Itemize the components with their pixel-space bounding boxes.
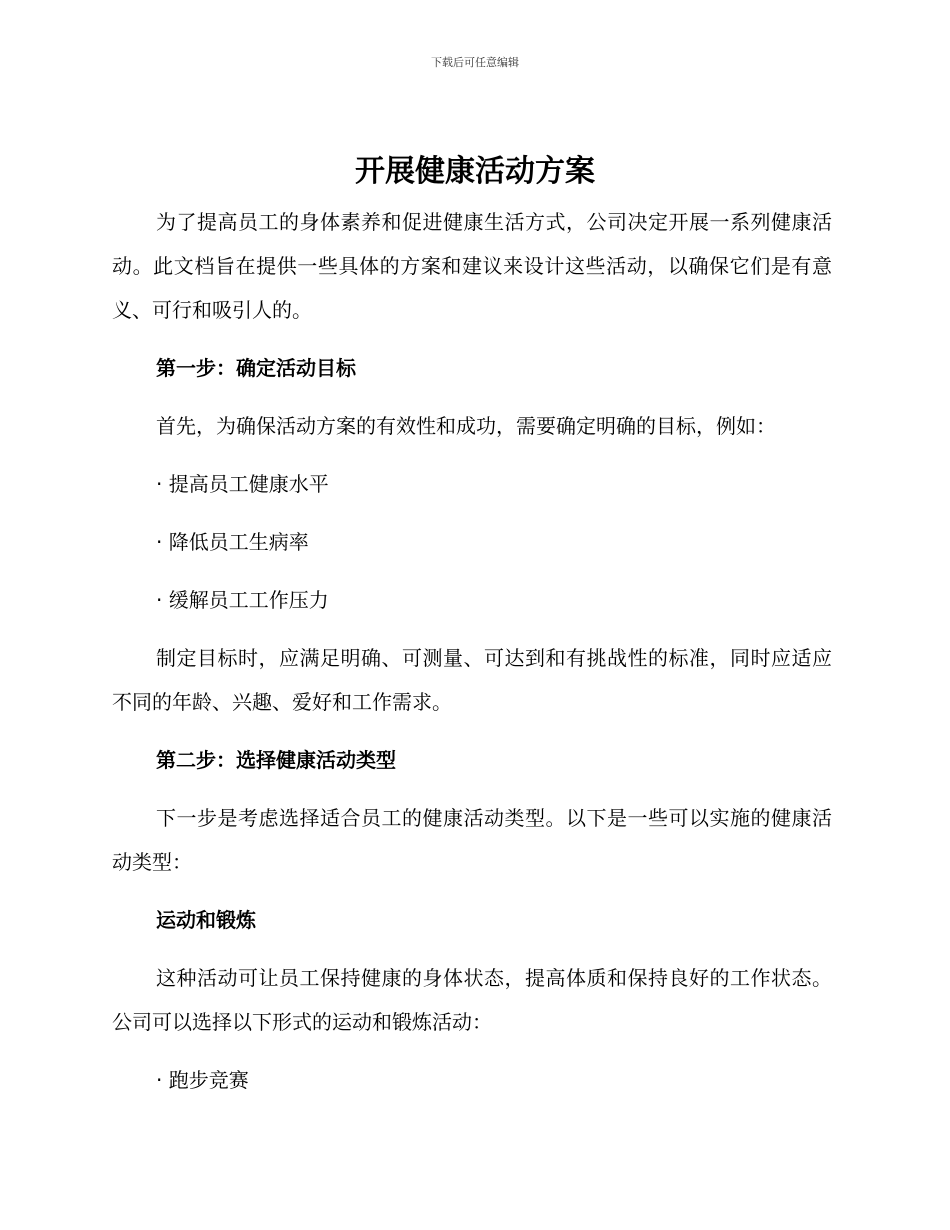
sport-item-1: · 跑步竞赛 [156,1068,249,1092]
spacer [112,942,832,956]
step1-heading: 第一步：确定活动目标 [156,356,356,380]
header-note: 下载后可任意编辑 [431,56,519,69]
spacer [112,506,832,520]
step2-intro-paragraph: 下一步是考虑选择适合员工的健康活动类型。以下是一些可以实施的健康活动类型： [112,806,832,874]
spacer [112,564,832,578]
document-body [112,200,832,1102]
goal-item-1: · 提高员工健康水平 [156,472,329,496]
spacer [112,390,832,404]
step2-heading: 第二步：选择健康活动类型 [156,748,396,772]
goal-item-2: · 降低员工生病率 [156,530,309,554]
spacer [112,448,832,462]
goal-note-paragraph: 制定目标时，应满足明确、可测量、可达到和有挑战性的标准，同时应适应不同的年龄、兴趣、爱好和工作需求。 [112,646,832,714]
sport-intro-paragraph: 这种活动可让员工保持健康的身体状态，提高体质和保持良好的工作状态。公司可以选择以下形式的运动和锻炼活动： [112,966,832,1034]
sport-heading: 运动和锻炼 [156,908,256,932]
document-title: 开展健康活动方案 [355,154,595,189]
spacer [112,1044,832,1058]
goal-item-3: · 缓解员工工作压力 [156,588,329,612]
spacer [112,782,832,796]
spacer [112,332,832,346]
intro-paragraph: 为了提高员工的身体素养和促进健康生活方式，公司决定开展一系列健康活动。此文档旨在提供一些具体的方案和建议来设计这些活动，以确保它们是有意义、可行和吸引人的。 [112,210,832,322]
spacer [112,724,832,738]
step1-intro-paragraph: 首先，为确保活动方案的有效性和成功，需要确定明确的目标，例如： [156,414,776,438]
spacer [112,622,832,636]
spacer [112,884,832,898]
